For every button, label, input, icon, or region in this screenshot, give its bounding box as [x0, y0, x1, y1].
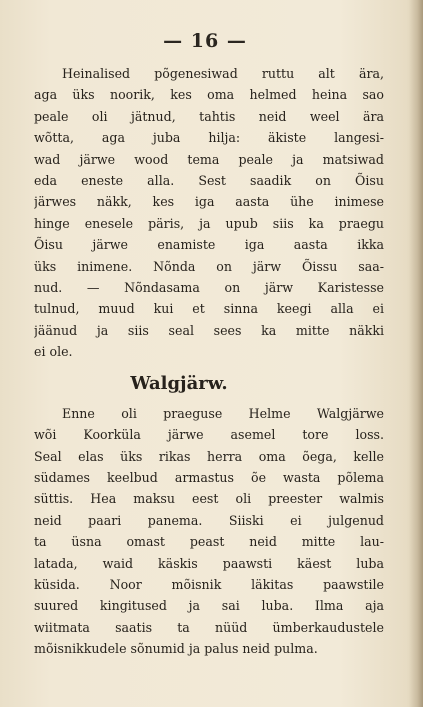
text-line: wiitmata saatis ta nüüd ümberkaudustele — [34, 619, 384, 635]
text-line: tulnud, muud kui et sinna keegi alla ei — [34, 301, 384, 317]
paragraph — [34, 403, 384, 660]
text-line: ei ole. — [34, 344, 73, 360]
page-number: — 16 — — [163, 30, 247, 52]
text-line: südames keelbud armastus õe wasta põlema — [34, 469, 384, 485]
text-line: eda eneste alla. Sest saadik on Õisu — [34, 173, 384, 189]
page-body — [34, 63, 384, 660]
paragraph — [34, 63, 384, 363]
text-line: suured kingitused ja sai luba. Ilma aja — [34, 598, 384, 614]
text-line: Seal elas üks rikas herra oma õega, kelle — [34, 448, 384, 464]
text-line: neid paari panema. Siiski ei julgenud — [34, 512, 384, 528]
text-line: Enne oli praeguse Helme Walgjärwe — [62, 405, 384, 421]
section-heading: Walgjärw. — [130, 372, 228, 394]
text-line: mõisnikkudele sõnumid ja palus neid pulma. — [34, 641, 318, 657]
page-spine-shadow — [409, 0, 423, 707]
text-line: nud. — Nõndasama on järw Karistesse — [34, 280, 384, 296]
text-line: Õisu järwe enamiste iga aasta ikka — [34, 237, 384, 253]
text-line: wõtta, aga juba hilja: äkiste langesi- — [34, 130, 384, 146]
text-line: peale oli jätnud, tahtis neid weel ära — [34, 108, 384, 124]
text-line: wad järwe wood tema peale ja matsiwad — [34, 151, 384, 167]
text-line: ta üsna omast peast neid mitte lau- — [34, 534, 384, 550]
text-line: küsida. Noor mõisnik läkitas paawstile — [34, 576, 384, 592]
text-line: jäänud ja siis seal sees ka mitte näkki — [34, 322, 384, 338]
text-line: süttis. Hea maksu eest oli preester walmis — [34, 491, 384, 507]
text-line: järwes näkk, kes iga aasta ühe inimese — [34, 194, 384, 210]
text-line: üks inimene. Nõnda on järw Õissu saa- — [34, 258, 384, 274]
text-line: wõi Koorküla järwe asemel tore loss. — [34, 427, 384, 443]
text-line: Heinalised põgenesiwad ruttu alt ära, — [62, 66, 384, 81]
text-line: hinge enesele päris, ja upub siis ka praegu — [34, 215, 384, 231]
text-line: aga üks noorik, kes oma helmed heina sao — [34, 87, 384, 103]
text-line: latada, waid käskis paawsti käest luba — [34, 555, 384, 571]
